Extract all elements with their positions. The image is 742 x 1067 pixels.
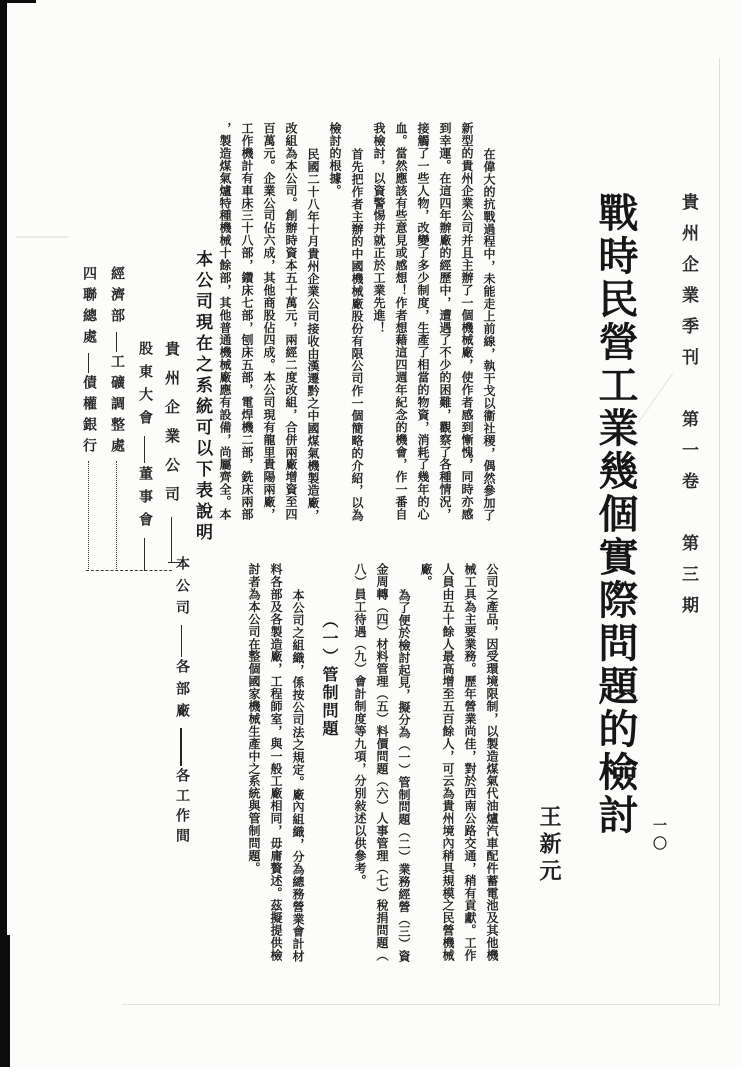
text-column: 討者為本公司在整個國家機械生產中之系統與管制問題。 [247, 563, 261, 875]
connector-line [116, 332, 117, 352]
text-column: 八）員工待遇（九）會計制度等九項，分別敍述以供參考。 [353, 563, 367, 887]
text-column: 檢討的根據。 [328, 122, 342, 197]
org-node-guizhou-enterprise-co: 貴州企業公司 [163, 341, 181, 515]
org-node-departments-factories: 各部廠 [174, 659, 190, 725]
org-node-industry-mining-adjustment: 工礦調整處 [109, 354, 125, 459]
connector-line [180, 728, 182, 766]
text-column: 首先把作者主辦的中國機械廠股份有限公司作一個簡略的介紹，以為 [350, 148, 364, 522]
text-column: ，製造煤氣爐特種機械十餘部，其他普通機械廠應有設備，尚屬齊全。本 [218, 122, 232, 521]
connector-line-dotted [116, 461, 117, 571]
connector-line [88, 353, 89, 373]
text-column: 血。當然應該有些意見或感想！作者想藉這四週年紀念的機會，作一番自 [394, 122, 408, 521]
text-column: 百萬元。企業公司佔六成，其他商股佔四成。本公司現有龍里貴陽兩廠， [262, 122, 276, 521]
text-column: 在偉大的抗戰過程中，未能走上前線，執干戈以衞社稷，偶然參加了 [482, 148, 496, 522]
text-column: 民國二十八年十月貴州企業公司接收由漢遷黔之中國煤氣機製造廠， [306, 148, 320, 522]
text-column: 我檢討，以資警惕并就正於工業先進！ [372, 122, 386, 334]
paper-edge-right [719, 58, 720, 1006]
org-node-workshops: 各工作間 [174, 768, 190, 848]
scan-edge-left [0, 0, 7, 1067]
scan-edge-left-bottom [0, 935, 10, 1067]
scan-smudge [16, 236, 68, 238]
text-column: 料各部及各製造廠，工程師室，與一般工廠相同，毋庸贅述。茲擬提供檢 [269, 563, 283, 962]
article-title: 戰時民營工業幾個實際問題的檢討 [592, 192, 639, 837]
connector-line [144, 436, 145, 463]
section-heading-control-problem: （一）管制問題 [320, 612, 339, 738]
scan-scratch [638, 373, 673, 423]
org-node-four-banks-joint-office: 四聯總處 [81, 266, 97, 350]
systems-table-note: 本公司現在之系統可以下表說明 [192, 250, 212, 544]
text-column: 接觸了一些人物，改變了多少制度，生產了相當的物資，消耗了幾年的心 [416, 122, 430, 521]
text-column: 廠。 [419, 563, 433, 588]
org-node-ministry-of-economy: 經濟部 [109, 266, 125, 329]
org-node-this-company: 本公司 [174, 556, 190, 622]
journal-header: 貴州企業季刊 第一卷 第三期 [678, 193, 698, 627]
text-column: 為了便於檢討起見，擬分為（一）管制問題（二）業務經營（三）資 [397, 589, 411, 963]
page-number: 一〇 [651, 818, 667, 854]
text-column: 公司之產品，因受環境限制，以製造煤氣代油爐汽車配件蓄電池及其他機 [485, 563, 499, 962]
text-column: 金周轉（四）材料管理（五）料價問題（六）人事管理（七）稅捐問題（ [375, 563, 389, 962]
connector-line-dotted [88, 461, 89, 571]
text-column: 人員由五十餘人最高增至五百餘人，可云為貴州境內稍具規模之民營機械 [441, 563, 455, 962]
text-column: 改組為本公司。創辦時資本五十萬元，兩經二度改組，合併兩廠增資至四 [284, 122, 298, 521]
text-column: 到幸運。在這四年辦廠的經歷中，遭遇了不少的困難，觀察了各種情況， [438, 122, 452, 521]
connector-line [181, 625, 182, 657]
author-name: 王新元 [536, 805, 562, 886]
text-column: 工作機計有車床三十八部，鑽床七部，刨床五部，電焊機二部，銑床兩部 [240, 122, 254, 521]
connector-bus-dashed [86, 570, 172, 571]
text-column: 新型的貴州企業公司并且主辦了一個機械廠，使作者感到慚愧，同時亦感 [460, 122, 474, 521]
paper-edge-bottom [122, 1004, 720, 1005]
org-node-shareholders-meeting: 股東大會 [137, 341, 153, 433]
scan-edge-top [0, 0, 36, 3]
connector-line [144, 538, 145, 571]
text-column: 本公司之組織，係按公司法之規定。廠內組織，分為總務營業會計材 [291, 589, 305, 963]
org-node-creditor-banks: 債權銀行 [81, 375, 97, 459]
text-column: 械工具為主要業務。歷年營業尚佳，對於西南公路交通，稍有貢獻。工作 [463, 563, 477, 962]
org-node-board-of-directors: 董事會 [137, 466, 153, 535]
